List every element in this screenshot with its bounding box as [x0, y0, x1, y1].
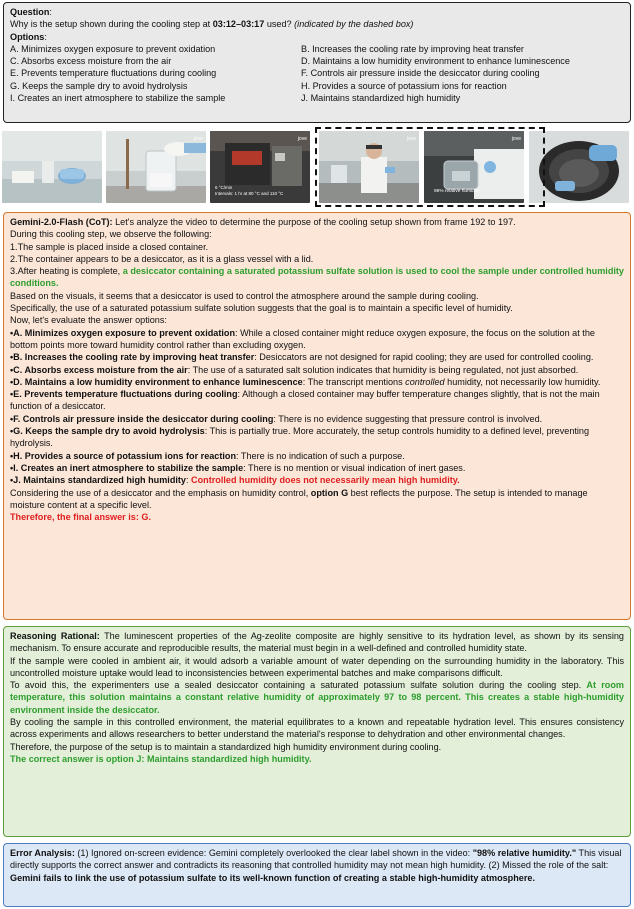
question-note: (indicated by the dashed box) [294, 19, 414, 30]
option-b: B. Increases the cooling rate by improving heat transfer [301, 43, 524, 54]
cot-final-answer: Therefore, the final answer is: G. [10, 512, 151, 523]
cot-eval-i: •I. Creates an inert atmosphere to stabilize the sample: There is no mention or visual indication of inert gases. [10, 462, 466, 473]
option-i: I. Creates an inert atmosphere to stabilize the sample [10, 93, 226, 104]
cot-line: Specifically, the use of a saturated potassium sulfate solution suggests that the goal is to maintain a specific level of humidity. [10, 303, 513, 314]
cot-eval-g: •G. Keeps the sample dry to avoid hydrolysis: This is partially true. More accurately, the setup controls humidity to a defined level, preventing hydrolysis. [10, 426, 590, 449]
cot-line: 2.The container appears to be a desiccator, as it is a glass vessel with a lid. [10, 253, 314, 264]
cot-line: Now, let's evaluate the answer options: [10, 315, 167, 326]
frame-2-image [106, 131, 206, 203]
video-frame-3 [210, 131, 310, 203]
dashed-highlight-box [315, 127, 545, 207]
question-timestamp: 03:12–03:17 [212, 19, 265, 30]
rr-paragraph-4: By cooling the sample in this controlled environment, the material equilibrates to a known and repeatable hydration level. This ensures consistency across experiments and allows researchers to better understand the material's response to dehydration and other environmental changes. [10, 717, 624, 740]
cot-line: During this cooling step, we observe the following: [10, 229, 212, 240]
rr-paragraph-3: To avoid this, the experimenters use a sealed desiccator containing a saturated potassium sulfate solution during the cooling step. At room temperature, this solution maintains a constant relative humidity of approximately 97 to 98 percent. This creates a stable high-humidity environment inside the desiccator. [10, 680, 624, 715]
cot-line: Based on the visuals, it seems that a desiccator is used to control the atmosphere around the sample during cooling. [10, 290, 479, 301]
option-c: C. Absorbs excess moisture from the air [10, 56, 172, 67]
option-f: F. Controls air pressure inside the desiccator during cooling [301, 68, 540, 79]
option-e: E. Prevents temperature fluctuations during cooling [10, 68, 217, 79]
option-h: H. Provides a source of potassium ions for reaction [301, 80, 507, 91]
frame-3-watermark: jove [297, 136, 307, 142]
option-a: A. Minimizes oxygen exposure to prevent oxidation [10, 43, 216, 54]
frame-5-humidity-label: 98% relative humidity [434, 189, 480, 194]
frame-4-watermark: jove [406, 136, 416, 142]
cot-intro: Gemini-2.0-Flash (CoT): Let's analyze the video to determine the purpose of the cooling setup shown from frame 192 to 197. [10, 217, 516, 227]
gemini-cot-box [3, 212, 631, 620]
error-analysis-box [3, 843, 631, 907]
ea-text: Error Analysis: (1) Ignored on-screen evidence: Gemini completely overlooked the clear label shown in the video: "98% relative humidity." This visual directly supports the correct answer and contradicts its reasoning that controlled humidity may not mean high humidity. (2) Missed the role of the salt: Gemini fails to link the use of potassium sulfate to its well-known function of creating a stable high-humidity atmosphere. [10, 848, 622, 883]
rr-paragraph-1: Reasoning Rational: The luminescent properties of the Ag-zeolite composite are highly sensitive to its hydration level, as shown by its sensing mechanism. To ensure accurate and reproducible results, the material must begin in a well-defined and controlled humidity state. [10, 631, 624, 654]
option-g: G. Keeps the sample dry to avoid hydrolysis [10, 80, 188, 91]
cot-eval-d: •D. Maintains a low humidity environment to enhance luminescence: The transcript mentions controlled humidity, not necessarily low humidity. [10, 376, 601, 387]
options-heading: Options: [10, 31, 47, 42]
frame-3-caption-rate: 6 °C/min [215, 185, 233, 190]
cot-eval-j: •J. Maintains standardized high humidity: Controlled humidity does not necessarily mean high humidity. [10, 475, 460, 486]
cot-eval-c: •C. Absorbs excess moisture from the air: The use of a saturated salt solution indicates that humidity is being regulated, not just absorbed. [10, 364, 579, 375]
video-frame-2 [106, 131, 206, 203]
rr-paragraph-5: Therefore, the purpose of the setup is to maintain a standardized high humidity environment during cooling. [10, 741, 442, 752]
frame-2-watermark: jove [193, 136, 203, 142]
cot-eval-e: •E. Prevents temperature fluctuations during cooling: Although a closed container may buffer temperature changes slightly, that is not the main function of a desiccator. [10, 389, 600, 412]
cot-line-highlight: 3.After heating is complete, a desiccator containing a saturated potassium sulfate solution is used to cool the sample under controlled humidity conditions. [10, 266, 624, 289]
question-heading: Question: [10, 7, 52, 17]
video-frame-1 [2, 131, 102, 203]
cot-line: 1.The sample is placed inside a closed container. [10, 241, 209, 252]
cot-conclusion: Considering the use of a desiccator and the emphasis on humidity control, option G best reflects the purpose. The setup is intended to manage moisture content at a specific level. [10, 487, 588, 510]
reasoning-rational-box [3, 626, 631, 837]
question-text: Why is the setup shown during the cooling step at 03:12–03:17 used? (indicated by the dashed box) [10, 19, 414, 30]
cot-eval-b: •B. Increases the cooling rate by improving heat transfer: Desiccators are not designed for rapid cooling; they are used for controlled cooling. [10, 352, 594, 363]
question-box [3, 2, 631, 123]
frame-5-watermark: jove [511, 136, 521, 142]
option-d: D. Maintains a low humidity environment to enhance luminescence [301, 56, 570, 67]
rr-paragraph-2: If the sample were cooled in ambient air, it would adsorb a variable amount of water depending on the surrounding humidity in the laboratory. This uncontrolled moisture uptake would lead to inconsistencies between experimental batches and make comparisons difficult. [10, 655, 624, 678]
cot-eval-h: •H. Provides a source of potassium ions for reaction: There is no indication of such a purpose. [10, 450, 405, 461]
options-list [10, 43, 624, 104]
frame-1-image [2, 131, 102, 203]
option-j: J. Maintains standardized high humidity [301, 93, 461, 104]
frame-3-caption-intervals: Intervals: 1 hr at 80 °C and 110 °C [215, 191, 284, 196]
cot-eval-a: •A. Minimizes oxygen exposure to prevent oxidation: While a closed container might reduce oxygen exposure, the focus on the solution at the bottom points more toward humidity control rather than excluding oxygen. [10, 327, 595, 350]
video-frames-strip [0, 127, 634, 207]
rr-correct-answer: The correct answer is option J: Maintains standardized high humidity. [10, 753, 312, 764]
cot-eval-f: •F. Controls air pressure inside the desiccator during cooling: There is no evidence suggesting that pressure control is involved. [10, 413, 543, 424]
